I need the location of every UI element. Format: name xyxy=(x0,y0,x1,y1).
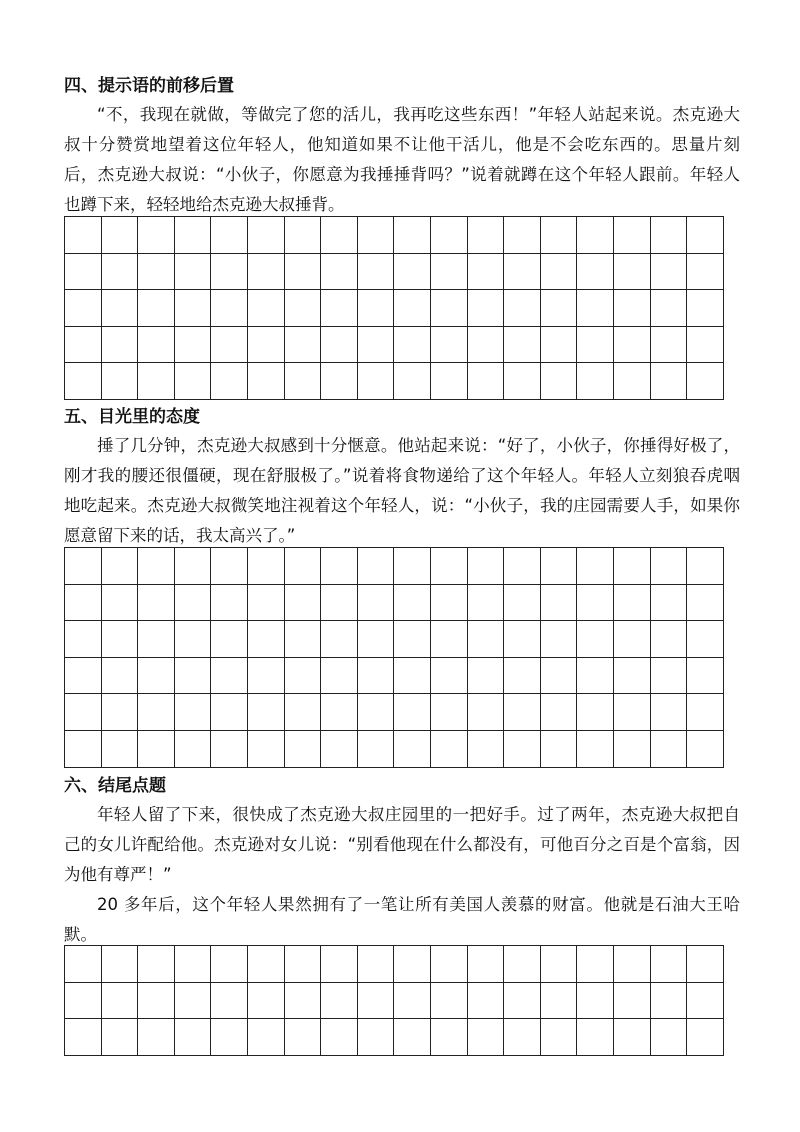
grid-cell[interactable] xyxy=(248,946,285,983)
grid-cell[interactable] xyxy=(614,946,651,983)
grid-cell[interactable] xyxy=(102,946,139,983)
grid-cell[interactable] xyxy=(468,731,505,768)
grid-cell[interactable] xyxy=(138,983,175,1020)
grid-cell[interactable] xyxy=(138,363,175,400)
grid-cell[interactable] xyxy=(285,694,322,731)
grid-cell[interactable] xyxy=(321,363,358,400)
grid-cell[interactable] xyxy=(102,254,139,291)
section-six-heading: 六、结尾点题 xyxy=(64,776,166,796)
grid-cell[interactable] xyxy=(211,621,248,658)
grid-cell[interactable] xyxy=(614,217,651,254)
grid-cell[interactable] xyxy=(394,983,431,1020)
grid-cell[interactable] xyxy=(394,694,431,731)
grid-cell[interactable] xyxy=(138,946,175,983)
grid-cell[interactable] xyxy=(394,327,431,364)
grid-cell[interactable] xyxy=(138,1019,175,1056)
grid-cell[interactable] xyxy=(102,217,139,254)
grid-cell[interactable] xyxy=(468,585,505,622)
grid-cell[interactable] xyxy=(248,1019,285,1056)
grid-cell[interactable] xyxy=(138,658,175,695)
grid-cell[interactable] xyxy=(577,363,614,400)
grid-cell[interactable] xyxy=(541,217,578,254)
grid-cell[interactable] xyxy=(138,290,175,327)
grid-cell[interactable] xyxy=(651,254,688,291)
grid-cell[interactable] xyxy=(431,585,468,622)
grid-cell[interactable] xyxy=(358,1019,395,1056)
grid-cell[interactable] xyxy=(504,658,541,695)
grid-cell[interactable] xyxy=(468,254,505,291)
grid-cell[interactable] xyxy=(285,217,322,254)
grid-cell[interactable] xyxy=(65,585,102,622)
grid-cell[interactable] xyxy=(614,731,651,768)
grid-cell[interactable] xyxy=(248,983,285,1020)
grid-cell[interactable] xyxy=(321,1019,358,1056)
grid-cell[interactable] xyxy=(504,621,541,658)
grid-cell[interactable] xyxy=(321,327,358,364)
grid-cell[interactable] xyxy=(102,1019,139,1056)
grid-cell[interactable] xyxy=(175,694,212,731)
grid-cell[interactable] xyxy=(321,548,358,585)
grid-cell[interactable] xyxy=(541,327,578,364)
grid-cell[interactable] xyxy=(687,731,724,768)
grid-cell[interactable] xyxy=(175,548,212,585)
grid-cell[interactable] xyxy=(468,363,505,400)
grid-cell[interactable] xyxy=(102,363,139,400)
grid-cell[interactable] xyxy=(431,363,468,400)
grid-cell[interactable] xyxy=(211,658,248,695)
grid-cell[interactable] xyxy=(65,658,102,695)
grid-cell[interactable] xyxy=(211,731,248,768)
grid-cell[interactable] xyxy=(175,621,212,658)
grid-cell[interactable] xyxy=(358,585,395,622)
grid-cell[interactable] xyxy=(431,254,468,291)
grid-cell[interactable] xyxy=(321,217,358,254)
grid-cell[interactable] xyxy=(285,290,322,327)
grid-cell[interactable] xyxy=(614,290,651,327)
grid-cell[interactable] xyxy=(504,327,541,364)
grid-cell[interactable] xyxy=(211,327,248,364)
grid-cell[interactable] xyxy=(651,217,688,254)
grid-cell[interactable] xyxy=(394,548,431,585)
grid-cell[interactable] xyxy=(321,290,358,327)
grid-cell[interactable] xyxy=(541,254,578,291)
grid-cell[interactable] xyxy=(65,1019,102,1056)
grid-cell[interactable] xyxy=(211,585,248,622)
grid-cell[interactable] xyxy=(431,694,468,731)
grid-cell[interactable] xyxy=(614,983,651,1020)
grid-cell[interactable] xyxy=(614,327,651,364)
grid-cell[interactable] xyxy=(358,658,395,695)
grid-cell[interactable] xyxy=(577,290,614,327)
grid-cell[interactable] xyxy=(138,217,175,254)
grid-cell[interactable] xyxy=(248,254,285,291)
grid-cell[interactable] xyxy=(285,548,322,585)
grid-cell[interactable] xyxy=(285,946,322,983)
grid-cell[interactable] xyxy=(541,983,578,1020)
grid-cell[interactable] xyxy=(138,548,175,585)
grid-cell[interactable] xyxy=(285,731,322,768)
grid-cell[interactable] xyxy=(211,217,248,254)
grid-cell[interactable] xyxy=(651,694,688,731)
grid-cell[interactable] xyxy=(431,217,468,254)
grid-cell[interactable] xyxy=(541,363,578,400)
grid-cell[interactable] xyxy=(541,585,578,622)
grid-cell[interactable] xyxy=(138,694,175,731)
grid-cell[interactable] xyxy=(175,254,212,291)
section-six-paragraph-1: 年轻人留了下来，很快成了杰克逊大叔庄园里的一把好手。过了两年，杰克逊大叔把自己的女儿许配给他。杰克逊对女儿说：“别看他现在什么都没有，可他百分之百是个富翁，因为他有尊严！” xyxy=(64,805,740,884)
grid-cell[interactable] xyxy=(577,946,614,983)
grid-cell[interactable] xyxy=(65,983,102,1020)
grid-cell[interactable] xyxy=(614,1019,651,1056)
grid-cell[interactable] xyxy=(651,1019,688,1056)
grid-cell[interactable] xyxy=(358,694,395,731)
grid-cell[interactable] xyxy=(651,658,688,695)
grid-cell[interactable] xyxy=(211,694,248,731)
grid-cell[interactable] xyxy=(285,983,322,1020)
grid-cell[interactable] xyxy=(651,983,688,1020)
grid-cell[interactable] xyxy=(504,217,541,254)
grid-cell[interactable] xyxy=(138,327,175,364)
grid-cell[interactable] xyxy=(211,1019,248,1056)
grid-cell[interactable] xyxy=(285,585,322,622)
grid-cell[interactable] xyxy=(211,290,248,327)
grid-cell[interactable] xyxy=(102,658,139,695)
grid-cell[interactable] xyxy=(468,658,505,695)
section-five-paragraph: 捶了几分钟，杰克逊大叔感到十分惬意。他站起来说：“好了，小伙子，你捶得好极了，刚才我的腰还很僵硬，现在舒服极了。”说着将食物递给了这个年轻人。年轻人立刻狼吞虎咽地吃起来。杰克逊大叔微笑地注视着这个年轻人，说：“小伙子，我的庄园需要人手，如果你愿意留下来的话，我太高兴了。” xyxy=(64,436,740,545)
grid-cell[interactable] xyxy=(504,694,541,731)
grid-cell[interactable] xyxy=(248,217,285,254)
grid-cell[interactable] xyxy=(65,254,102,291)
grid-cell[interactable] xyxy=(614,548,651,585)
grid-cell[interactable] xyxy=(358,254,395,291)
grid-cell[interactable] xyxy=(285,658,322,695)
grid-cell[interactable] xyxy=(577,1019,614,1056)
grid-cell[interactable] xyxy=(541,658,578,695)
grid-cell[interactable] xyxy=(431,946,468,983)
grid-cell[interactable] xyxy=(394,731,431,768)
grid-cell[interactable] xyxy=(175,585,212,622)
grid-cell[interactable] xyxy=(687,983,724,1020)
grid-cell[interactable] xyxy=(431,983,468,1020)
grid-cell[interactable] xyxy=(687,658,724,695)
grid-cell[interactable] xyxy=(431,731,468,768)
grid-cell[interactable] xyxy=(248,585,285,622)
section-four-heading: 四、提示语的前移后置 xyxy=(64,76,234,96)
grid-cell[interactable] xyxy=(102,585,139,622)
grid-cell[interactable] xyxy=(504,363,541,400)
grid-cell[interactable] xyxy=(541,731,578,768)
grid-cell[interactable] xyxy=(358,217,395,254)
grid-cell[interactable] xyxy=(431,327,468,364)
grid-cell[interactable] xyxy=(468,217,505,254)
grid-cell[interactable] xyxy=(394,621,431,658)
grid-cell[interactable] xyxy=(394,658,431,695)
grid-cell[interactable] xyxy=(102,290,139,327)
grid-cell[interactable] xyxy=(541,548,578,585)
grid-cell[interactable] xyxy=(285,363,322,400)
grid-cell[interactable] xyxy=(65,217,102,254)
grid-cell[interactable] xyxy=(358,731,395,768)
grid-cell[interactable] xyxy=(468,983,505,1020)
grid-cell[interactable] xyxy=(577,217,614,254)
grid-cell[interactable] xyxy=(211,946,248,983)
grid-cell[interactable] xyxy=(651,585,688,622)
grid-cell[interactable] xyxy=(504,1019,541,1056)
grid-cell[interactable] xyxy=(394,217,431,254)
grid-cell[interactable] xyxy=(285,254,322,291)
grid-cell[interactable] xyxy=(138,585,175,622)
grid-cell[interactable] xyxy=(651,731,688,768)
grid-cell[interactable] xyxy=(651,290,688,327)
grid-cell[interactable] xyxy=(504,254,541,291)
grid-cell[interactable] xyxy=(211,548,248,585)
grid-cell[interactable] xyxy=(65,548,102,585)
grid-cell[interactable] xyxy=(468,946,505,983)
grid-cell[interactable] xyxy=(577,254,614,291)
grid-cell[interactable] xyxy=(394,585,431,622)
grid-cell[interactable] xyxy=(65,731,102,768)
grid-cell[interactable] xyxy=(651,548,688,585)
grid-cell[interactable] xyxy=(614,694,651,731)
grid-cell[interactable] xyxy=(577,694,614,731)
grid-cell[interactable] xyxy=(394,946,431,983)
grid-cell[interactable] xyxy=(321,946,358,983)
grid-cell[interactable] xyxy=(614,363,651,400)
grid-cell[interactable] xyxy=(211,983,248,1020)
grid-cell[interactable] xyxy=(541,946,578,983)
grid-cell[interactable] xyxy=(431,658,468,695)
grid-cell[interactable] xyxy=(468,621,505,658)
grid-cell[interactable] xyxy=(431,1019,468,1056)
grid-cell[interactable] xyxy=(651,327,688,364)
grid-cell[interactable] xyxy=(248,658,285,695)
grid-cell[interactable] xyxy=(248,694,285,731)
grid-cell[interactable] xyxy=(358,290,395,327)
grid-cell[interactable] xyxy=(138,254,175,291)
grid-cell[interactable] xyxy=(321,731,358,768)
grid-cell[interactable] xyxy=(541,694,578,731)
grid-cell[interactable] xyxy=(687,946,724,983)
grid-cell[interactable] xyxy=(102,327,139,364)
grid-cell[interactable] xyxy=(358,327,395,364)
grid-cell[interactable] xyxy=(614,254,651,291)
grid-cell[interactable] xyxy=(321,585,358,622)
grid-cell[interactable] xyxy=(614,585,651,622)
grid-cell[interactable] xyxy=(687,1019,724,1056)
grid-cell[interactable] xyxy=(431,621,468,658)
grid-cell[interactable] xyxy=(321,658,358,695)
grid-cell[interactable] xyxy=(321,694,358,731)
grid-cell[interactable] xyxy=(321,621,358,658)
grid-cell[interactable] xyxy=(504,548,541,585)
grid-cell[interactable] xyxy=(394,290,431,327)
grid-cell[interactable] xyxy=(614,621,651,658)
grid-cell[interactable] xyxy=(175,983,212,1020)
grid-cell[interactable] xyxy=(541,1019,578,1056)
grid-cell[interactable] xyxy=(394,363,431,400)
section-four-paragraph: “不，我现在就做，等做完了您的活儿，我再吃这些东西！”年轻人站起来说。杰克逊大叔十分赞赏地望着这位年轻人，他知道如果不让他干活儿，他是不会吃东西的。思量片刻后，杰克逊大叔说：“小伙子，你愿意为我捶捶背吗？”说着就蹲在这个年轻人跟前。年轻人也蹲下来，轻轻地给杰克逊大叔捶背。 xyxy=(64,105,740,214)
grid-cell[interactable] xyxy=(504,983,541,1020)
section-six-writing-grid[interactable] xyxy=(64,945,724,1056)
grid-cell[interactable] xyxy=(321,983,358,1020)
grid-cell[interactable] xyxy=(175,327,212,364)
grid-cell[interactable] xyxy=(175,290,212,327)
grid-cell[interactable] xyxy=(248,621,285,658)
grid-cell[interactable] xyxy=(468,694,505,731)
grid-cell[interactable] xyxy=(248,327,285,364)
grid-cell[interactable] xyxy=(577,548,614,585)
grid-cell[interactable] xyxy=(687,363,724,400)
grid-cell[interactable] xyxy=(687,327,724,364)
section-four-writing-grid[interactable] xyxy=(64,216,724,400)
grid-cell[interactable] xyxy=(248,363,285,400)
grid-cell[interactable] xyxy=(468,1019,505,1056)
grid-cell[interactable] xyxy=(577,327,614,364)
grid-cell[interactable] xyxy=(211,363,248,400)
grid-cell[interactable] xyxy=(358,946,395,983)
grid-cell[interactable] xyxy=(175,658,212,695)
grid-cell[interactable] xyxy=(285,621,322,658)
grid-cell[interactable] xyxy=(651,621,688,658)
section-five-writing-grid[interactable] xyxy=(64,547,724,768)
grid-cell[interactable] xyxy=(541,621,578,658)
grid-cell[interactable] xyxy=(431,290,468,327)
grid-cell[interactable] xyxy=(504,585,541,622)
grid-cell[interactable] xyxy=(431,548,468,585)
grid-cell[interactable] xyxy=(504,731,541,768)
grid-cell[interactable] xyxy=(102,694,139,731)
grid-cell[interactable] xyxy=(358,983,395,1020)
grid-cell[interactable] xyxy=(687,217,724,254)
grid-cell[interactable] xyxy=(175,1019,212,1056)
grid-cell[interactable] xyxy=(468,327,505,364)
grid-cell[interactable] xyxy=(687,290,724,327)
grid-cell[interactable] xyxy=(175,363,212,400)
grid-cell[interactable] xyxy=(102,983,139,1020)
grid-cell[interactable] xyxy=(577,658,614,695)
grid-cell[interactable] xyxy=(248,290,285,327)
grid-cell[interactable] xyxy=(687,548,724,585)
grid-cell[interactable] xyxy=(687,621,724,658)
grid-cell[interactable] xyxy=(541,290,578,327)
grid-cell[interactable] xyxy=(65,946,102,983)
grid-cell[interactable] xyxy=(614,658,651,695)
grid-cell[interactable] xyxy=(358,621,395,658)
grid-cell[interactable] xyxy=(248,731,285,768)
grid-cell[interactable] xyxy=(394,1019,431,1056)
grid-cell[interactable] xyxy=(248,548,285,585)
grid-cell[interactable] xyxy=(577,731,614,768)
grid-cell[interactable] xyxy=(102,731,139,768)
grid-cell[interactable] xyxy=(285,327,322,364)
grid-cell[interactable] xyxy=(285,1019,322,1056)
grid-cell[interactable] xyxy=(468,548,505,585)
grid-cell[interactable] xyxy=(65,327,102,364)
grid-cell[interactable] xyxy=(65,290,102,327)
grid-cell[interactable] xyxy=(687,585,724,622)
grid-cell[interactable] xyxy=(211,254,248,291)
grid-cell[interactable] xyxy=(65,694,102,731)
grid-cell[interactable] xyxy=(687,694,724,731)
grid-cell[interactable] xyxy=(651,946,688,983)
grid-cell[interactable] xyxy=(504,946,541,983)
grid-cell[interactable] xyxy=(577,585,614,622)
section-five-heading: 五、目光里的态度 xyxy=(64,407,200,427)
grid-cell[interactable] xyxy=(65,621,102,658)
grid-cell[interactable] xyxy=(394,254,431,291)
grid-cell[interactable] xyxy=(175,217,212,254)
grid-cell[interactable] xyxy=(504,290,541,327)
grid-cell[interactable] xyxy=(321,254,358,291)
grid-cell[interactable] xyxy=(577,983,614,1020)
section-six-paragraph-2: 20 多年后，这个年轻人果然拥有了一笔让所有美国人羡慕的财富。他就是石油大王哈默。 xyxy=(64,895,740,944)
grid-cell[interactable] xyxy=(102,621,139,658)
grid-cell[interactable] xyxy=(468,290,505,327)
grid-cell[interactable] xyxy=(358,363,395,400)
grid-cell[interactable] xyxy=(175,731,212,768)
grid-cell[interactable] xyxy=(138,731,175,768)
grid-cell[interactable] xyxy=(138,621,175,658)
grid-cell[interactable] xyxy=(102,548,139,585)
grid-cell[interactable] xyxy=(687,254,724,291)
grid-cell[interactable] xyxy=(358,548,395,585)
grid-cell[interactable] xyxy=(651,363,688,400)
grid-cell[interactable] xyxy=(577,621,614,658)
grid-cell[interactable] xyxy=(65,363,102,400)
grid-cell[interactable] xyxy=(175,946,212,983)
